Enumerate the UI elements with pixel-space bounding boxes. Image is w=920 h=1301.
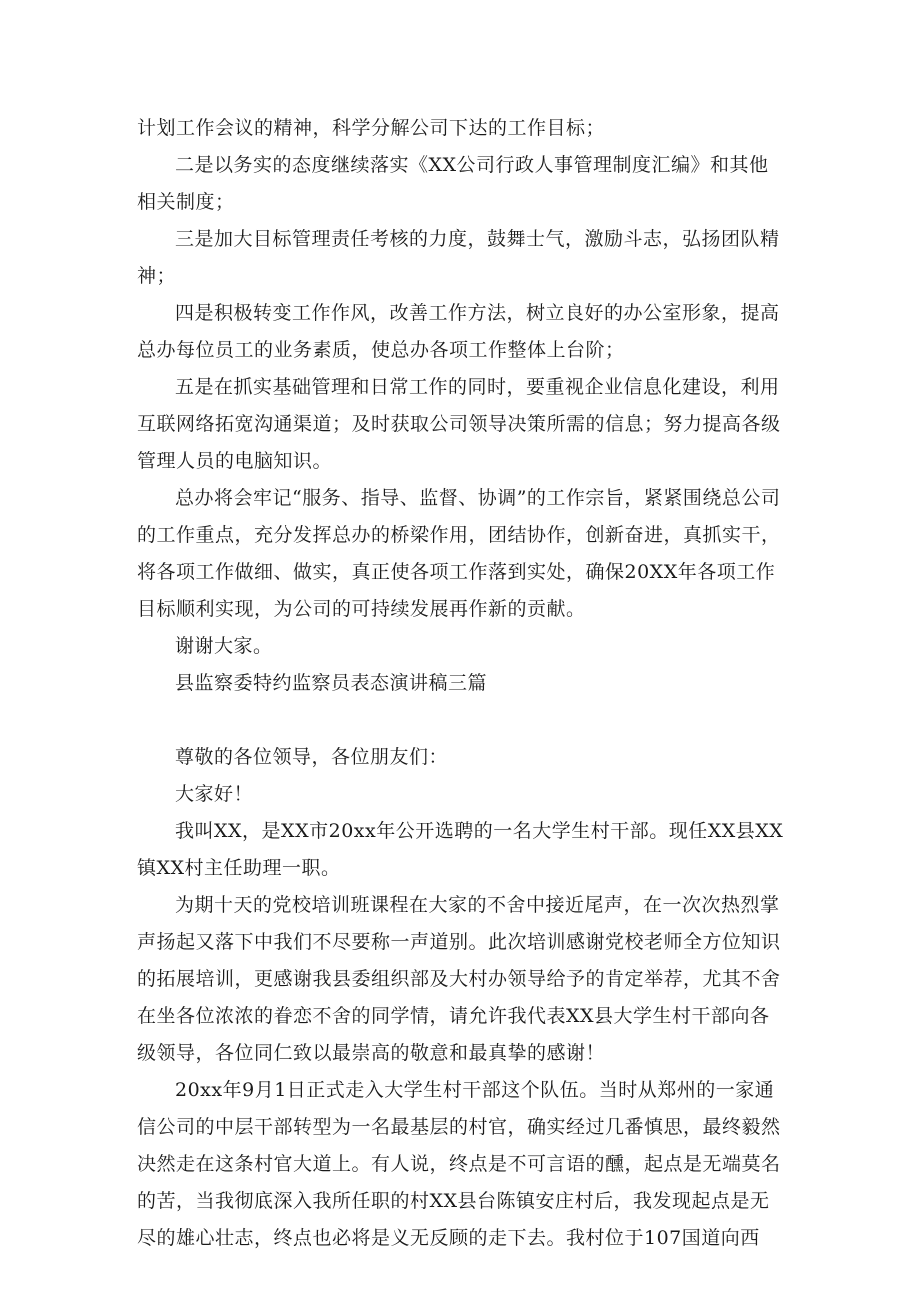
paragraph-closing: 总办将会牢记“服务、指导、监督、协调”的工作宗旨，紧紧围绕总公司的工作重点，充分发挥总办的桥梁作用，团结协作，创新奋进，真抓实干，将各项工作做细、做实，真正使各项工作落到实处，确保20XX年各项工作目标顺利实现，为公司的可持续发展再作新的贡献。 <box>137 487 781 620</box>
blank-line <box>137 702 787 739</box>
paragraph-item-2: 二是以务实的态度继续落实《XX公司行政人事管理制度汇编》和其他相关制度； <box>137 154 769 213</box>
paragraph-thanks: 谢谢大家。 <box>175 635 273 657</box>
salutation: 尊敬的各位领导，各位朋友们： <box>175 746 449 768</box>
greeting: 大家好！ <box>175 783 254 805</box>
paragraph-item-5: 五是在抓实基础管理和日常工作的同时，要重视企业信息化建设，利用互联网络拓宽沟通渠道；及时获取公司领导决策所需的信息；努力提高各级管理人员的电脑知识。 <box>137 376 781 472</box>
section-title: 县监察委特约监察员表态演讲稿三篇 <box>175 672 488 694</box>
paragraph-item-4: 四是积极转变工作作风，改善工作方法，树立良好的办公室形象，提高总办每位员工的业务素质，使总办各项工作整体上台阶； <box>137 302 780 361</box>
paragraph-item-3: 三是加大目标管理责任考核的力度，鼓舞士气，激励斗志，弘扬团队精神； <box>137 228 780 287</box>
paragraph-training: 为期十天的党校培训班课程在大家的不舍中接近尾声，在一次次热烈掌声扬起又落下中我们不尽要称一声道别。此次培训感谢党校老师全方位知识的拓展培训，更感谢我县委组织部及大村办领导给予的肯定举荐，尤其不舍在坐各位浓浓的眷恋不舍的同学情，请允许我代表XX县大学生村干部向各级领导，各位同仁致以最崇高的敬意和最真挚的感谢！ <box>137 894 781 1064</box>
paragraph-continuation: 计划工作会议的精神，科学分解公司下达的工作目标； <box>137 117 606 139</box>
paragraph-career: 20xx年9月1日正式走入大学生村干部这个队伍。当时从郑州的一家通信公司的中层干部转型为一名最基层的村官，确实经过几番慎思，最终毅然决然走在这条村官大道上。有人说，终点是不可言语的醺，起点是无端莫名的苦，当我彻底深入我所任职的村XX县台陈镇安庄村后，我发现起点是无尽的雄心壮志，终点也必将是义无反顾的走下去。我村位于107国道向西 <box>137 1079 781 1249</box>
paragraph-intro: 我叫XX，是XX市20xx年公开选聘的一名大学生村干部。现任XX县XX镇XX村主任助理一职。 <box>137 820 784 879</box>
document-body <box>137 110 787 1257</box>
